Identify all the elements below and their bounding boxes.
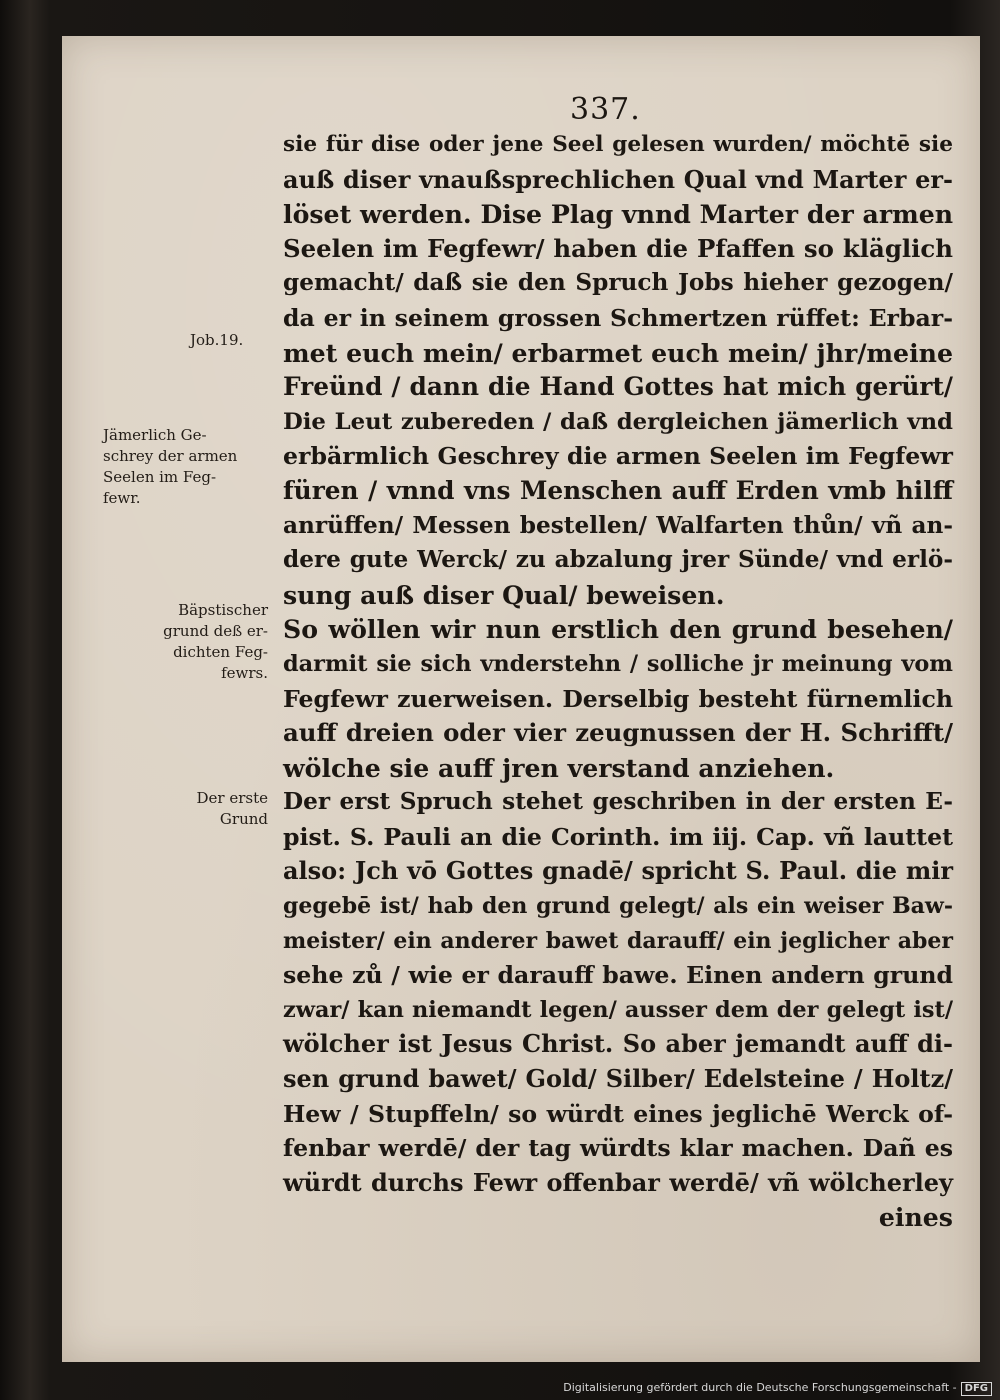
body-text <box>283 128 953 1235</box>
text-line: So wöllen wir nun erstlich den grund besehen/ <box>283 614 953 645</box>
text-line: sen grund bawet/ Gold/ Silber/ Edelsteine / Holtz/ <box>283 1064 953 1094</box>
text-line: auß diser vnaußsprechlichen Qual vnd Marter er- <box>283 164 953 194</box>
text-line: Der erst Spruch stehet geschriben in der ersten E- <box>283 788 953 816</box>
text-line: löset werden. Dise Plag vnnd Marter der armen <box>283 199 954 230</box>
margin-note-line: dichten Feg- <box>173 643 268 661</box>
margin-note-jaemerlich <box>103 425 237 509</box>
text-line: auff dreien oder vier zeugnussen der H. Schrifft/ <box>283 718 953 748</box>
margin-note-line: fewrs. <box>221 664 268 682</box>
text-line: erbärmlich Geschrey die armen Seelen im Fegfewr <box>283 442 953 471</box>
text-line: Seelen im Fegfewr/ haben die Pfaffen so kläglich <box>283 233 953 263</box>
text-line: gemacht/ daß sie den Spruch Jobs hieher gezogen/ <box>283 269 953 297</box>
margin-note-line: Job.19. <box>190 331 244 349</box>
text-line: wölcher ist Jesus Christ. So aber jemandt auff di- <box>283 1029 953 1059</box>
margin-note-line: Bäpstischer <box>178 601 268 619</box>
margin-note-line: Jämerlich Ge- <box>103 426 207 444</box>
text-line: wölche sie auff jren verstand anziehen. <box>283 752 835 783</box>
margin-note-job <box>190 330 243 351</box>
text-line: füren / vnnd vns Menschen auff Erden vmb hilff <box>283 475 953 505</box>
margin-note-line: fewr. <box>103 489 141 507</box>
text-line: würdt durchs Fewr offenbar werdē/ vñ wölcherley <box>283 1167 953 1197</box>
margin-note-line: Seelen im Feg- <box>103 468 217 486</box>
margin-note-der-erste <box>172 788 268 830</box>
text-line: anrüffen/ Messen bestellen/ Walfarten thůn/ vñ an- <box>283 511 953 539</box>
margin-note-baepstischer <box>140 600 268 684</box>
text-line: Fegfewr zuerweisen. Derselbig besteht fürnemlich <box>283 684 953 713</box>
text-line: dere gute Werck/ zu abzalung jrer Sünde/ vnd erlö- <box>283 546 953 574</box>
margin-note-line: schrey der armen <box>103 447 238 465</box>
text-line: darmit sie sich vnderstehn / solliche jr meinung vom <box>283 650 953 677</box>
text-line: sehe zů / wie er darauff bawe. Einen andern grund <box>283 961 953 990</box>
margin-note-line: grund deß er- <box>163 622 268 640</box>
text-line: Hew / Stupffeln/ so würdt eines jeglichē Werck of- <box>283 1099 953 1128</box>
text-line: Freünd / dann die Hand Gottes hat mich gerürt/ <box>283 372 953 402</box>
text-line: sung auß diser Qual/ beweisen. <box>283 579 725 610</box>
text-line: also: Jch vō Gottes gnadē/ spricht S. Paul. die mir <box>283 856 953 886</box>
text-line: pist. S. Pauli an die Corinth. im iij. Cap. vñ lauttet <box>283 822 953 851</box>
margin-note-line: Grund <box>219 810 268 828</box>
margin-note-line: Der erste <box>196 789 268 807</box>
catchword: eines <box>878 1202 953 1233</box>
credit-text: Digitalisierung gefördert durch die Deutsche Forschungsgemeinschaft - <box>563 1381 957 1394</box>
text-line: sie für dise oder jene Seel gelesen wurden/ möchtē sie <box>283 132 953 157</box>
text-line: met euch mein/ erbarmet euch mein/ jhr/meine <box>283 337 953 368</box>
text-line: meister/ ein anderer bawet darauff/ ein jeglicher aber <box>283 927 953 954</box>
digitization-credit <box>563 1381 992 1396</box>
page-number: 337. <box>570 92 641 127</box>
text-line: fenbar werdē/ der tag würdts klar machen. Dañ es <box>283 1134 953 1163</box>
text-line: da er in seinem grossen Schmertzen rüffet: Erbar- <box>283 303 953 332</box>
dfg-logo-icon: DFG <box>961 1382 992 1396</box>
text-line: Die Leut zubereden / daß dergleichen jämerlich vnd <box>283 408 953 435</box>
text-line: gegebē ist/ hab den grund gelegt/ als ein weiser Baw- <box>283 893 953 920</box>
text-line: zwar/ kan niemandt legen/ ausser dem der gelegt ist/ <box>283 996 953 1023</box>
